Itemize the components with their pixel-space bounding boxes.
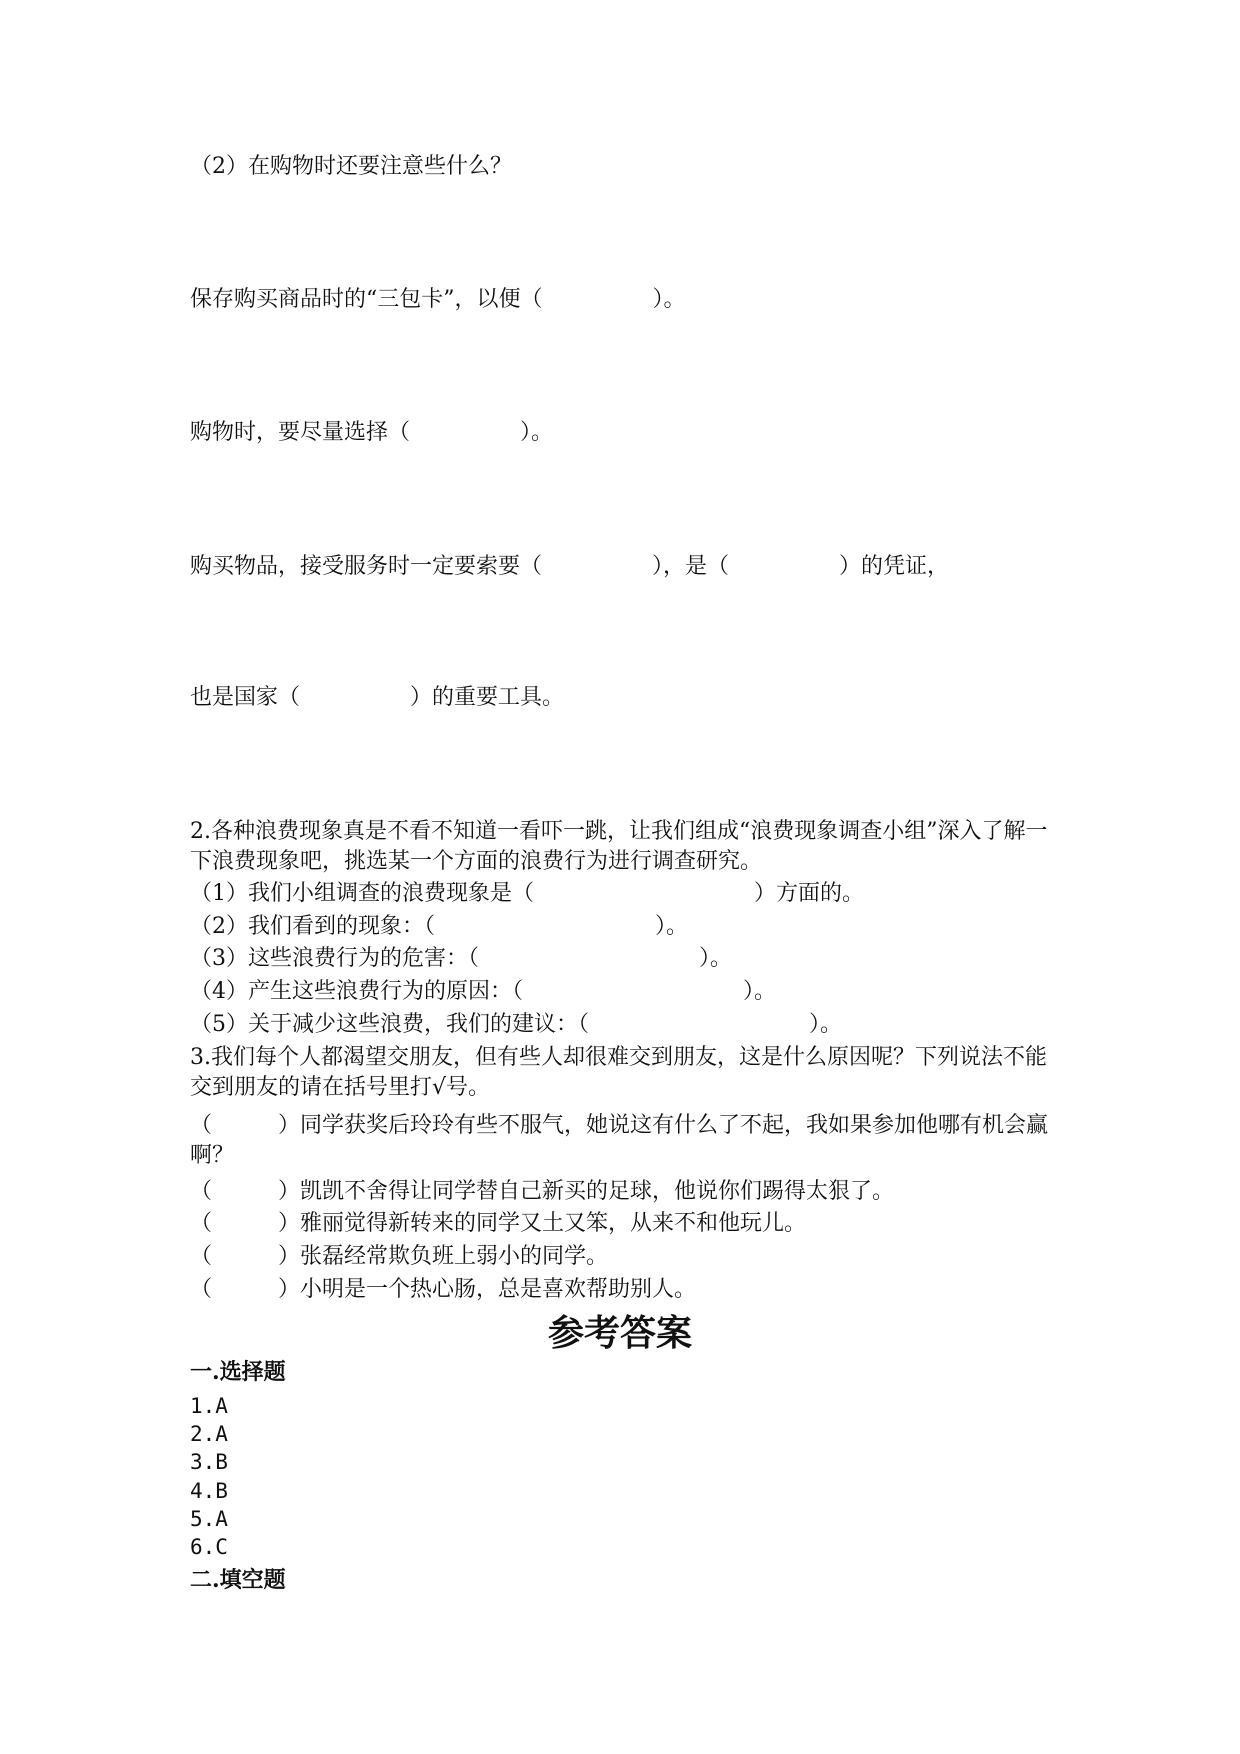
question-2-item-3: （3）这些浪费行为的危害：（ ）。 [190,946,732,971]
answer-2: 2.A [190,1422,228,1446]
fill-item-choose: 购物时，要尽量选择（ ）。 [190,420,554,445]
question-2-item-1: （1）我们小组调查的浪费现象是（ ）方面的。 [190,881,864,906]
answer-3: 3.B [190,1450,228,1474]
fill-item-receipt: 购买物品，接受服务时一定要索要（ ），是（ ）的凭证， [190,554,950,579]
question-3-item-1: （ ）同学获奖后玲玲有些不服气，她说这有什么了不起，我如果参加他哪有机会赢啊？ [190,1113,1049,1168]
question-2-item-2: （2）我们看到的现象：（ ）。 [190,914,688,939]
answer-6: 6.C [190,1535,228,1559]
fill-item-three-guarantee-card: 保存购买商品时的“三包卡”，以便（ ）。 [190,287,686,312]
question-1-2: （2）在购物时还要注意些什么？ [190,154,512,179]
answer-5: 5.A [190,1507,228,1531]
question-2-intro: 2.各种浪费现象真是不看不知道一看吓一跳，让我们组成“浪费现象调查小组”深入了解一下浪费现象吧，挑选某一个方面的浪费行为进行调查研究。 [190,819,1048,874]
question-2-item-5: （5）关于减少这些浪费，我们的建议：（ ）。 [190,1012,842,1037]
answer-4: 4.B [190,1479,228,1503]
question-2-item-4: （4）产生这些浪费行为的原因：（ ）。 [190,979,776,1004]
question-3-item-3: （ ）雅丽觉得新转来的同学又土又笨，从来不和他玩儿。 [190,1211,807,1236]
fill-item-state-tool: 也是国家（ ）的重要工具。 [190,685,565,710]
question-3-intro: 3.我们每个人都渴望交朋友，但有些人却很难交到朋友，这是什么原因呢？下列说法不能交到朋友的请在括号里打√号。 [190,1045,1047,1100]
answers-section-2-title: 二.填空题 [190,1567,286,1593]
question-3-item-4: （ ）张磊经常欺负班上弱小的同学。 [190,1244,609,1269]
question-3-item-2: （ ）凯凯不舍得让同学替自己新买的足球，他说你们踢得太狠了。 [190,1179,895,1204]
answer-1: 1.A [190,1394,228,1418]
question-3-item-5: （ ）小明是一个热心肠，总是喜欢帮助别人。 [190,1277,697,1302]
answers-title: 参考答案 [547,1312,692,1354]
answers-section-1-title: 一.选择题 [190,1359,286,1385]
